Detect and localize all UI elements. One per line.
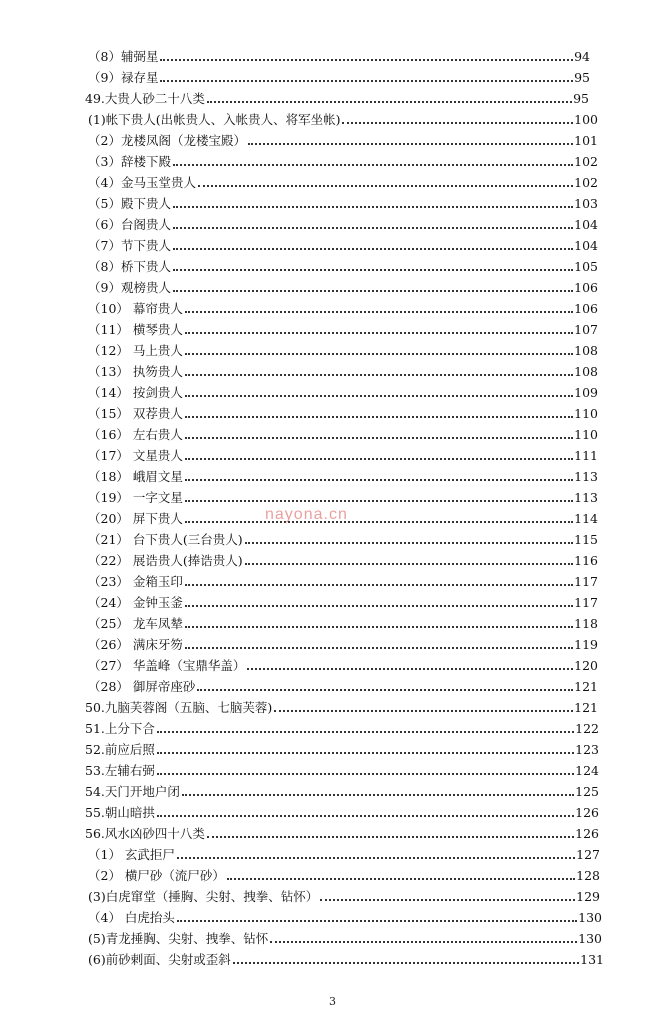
toc-entry-title: 49.大贵人砂二十八类 — [85, 91, 205, 106]
dot-leader — [185, 584, 573, 586]
toc-entry — [88, 485, 598, 505]
dot-leader — [185, 605, 573, 607]
toc-entry-page: 109 — [574, 385, 598, 400]
toc-entry — [88, 842, 600, 862]
toc-entry — [88, 653, 598, 673]
dot-leader — [185, 332, 573, 334]
toc-entry-title: （7）节下贵人 — [88, 238, 171, 253]
toc-entry-title: (6)前砂剌面、尖射或歪斜 — [88, 952, 231, 967]
toc-entry — [88, 884, 600, 904]
toc-entry-page: 111 — [574, 448, 598, 463]
toc-entry — [88, 947, 604, 967]
toc-entry-title: （5）殿下贵人 — [88, 196, 171, 211]
toc-entry — [88, 632, 598, 652]
toc-entry-page: 102 — [574, 154, 598, 169]
toc-entry-page: 116 — [574, 553, 598, 568]
toc-entry-title: 50.九脑芙蓉阁（五脑、七脑芙蓉) — [85, 700, 273, 715]
toc-entry-title: （17） 文星贵人 — [88, 448, 183, 463]
toc-entry-title: 51.上分下合 — [85, 721, 155, 736]
toc-entry-page: 126 — [575, 805, 599, 820]
dot-leader — [160, 80, 573, 82]
toc-entry-page: 102 — [574, 175, 598, 190]
toc-entry-title: 55.朝山暗拱 — [85, 805, 155, 820]
toc-entry-title: （20） 屏下贵人 — [88, 511, 183, 526]
dot-leader — [177, 857, 575, 859]
page-number: 3 — [329, 995, 336, 1008]
toc-entry — [88, 317, 598, 337]
toc-entry-page: 121 — [574, 679, 598, 694]
dot-leader — [185, 479, 573, 481]
toc-entry-page: 104 — [574, 217, 598, 232]
toc-entry — [88, 275, 598, 295]
dot-leader — [245, 563, 574, 565]
toc-entry-page: 126 — [575, 826, 599, 841]
toc-entry — [88, 233, 598, 253]
dot-leader — [274, 710, 573, 712]
dot-leader — [248, 143, 573, 145]
dot-leader — [233, 962, 579, 964]
dot-leader — [185, 416, 573, 418]
toc-entry-title: （1） 玄武拒尸 — [88, 847, 175, 862]
toc-entry-title: （26） 满床牙笏 — [88, 637, 183, 652]
toc-entry — [88, 191, 598, 211]
dot-leader — [173, 227, 573, 229]
toc-entry — [85, 800, 599, 820]
toc-entry-page: 122 — [575, 721, 599, 736]
toc-entry-page: 105 — [574, 259, 598, 274]
toc-entry-title: 54.天门开地户闭 — [85, 784, 180, 799]
toc-entry — [88, 674, 598, 694]
toc-entry — [85, 737, 599, 757]
toc-entry-page: 114 — [574, 511, 598, 526]
dot-leader — [270, 941, 577, 943]
toc-entry-page: 100 — [574, 112, 598, 127]
watermark-text: nayona.cn — [265, 506, 348, 523]
dot-leader — [227, 878, 575, 880]
dot-leader — [185, 437, 573, 439]
toc-entry-page: 121 — [574, 700, 598, 715]
toc-entry-page: 130 — [578, 910, 602, 925]
dot-leader — [157, 752, 574, 754]
toc-entry — [88, 296, 598, 316]
dot-leader — [198, 185, 573, 187]
toc-entry-title: （21） 台下贵人(三台贵人) — [88, 532, 243, 547]
toc-entry-page: 108 — [574, 364, 598, 379]
toc-entry — [88, 170, 598, 190]
toc-entry — [88, 107, 598, 127]
toc-entry-page: 128 — [576, 868, 600, 883]
toc-entry — [88, 527, 598, 547]
dot-leader — [185, 458, 573, 460]
dot-leader — [160, 59, 573, 61]
toc-entry — [88, 212, 598, 232]
toc-entry-title: （10） 幕帘贵人 — [88, 301, 183, 316]
toc-entry-page: 106 — [574, 280, 598, 295]
toc-entry — [88, 548, 598, 568]
dot-leader — [185, 395, 573, 397]
toc-entry — [85, 758, 599, 778]
toc-entry — [85, 716, 599, 736]
toc-entry-page: 110 — [574, 406, 598, 421]
toc-entry — [85, 86, 589, 106]
toc-entry-title: （9）观榜贵人 — [88, 280, 171, 295]
dot-leader — [173, 269, 573, 271]
toc-entry-title: （4） 白虎抬头 — [88, 910, 175, 925]
toc-entry — [88, 464, 598, 484]
toc-entry-page: 108 — [574, 343, 598, 358]
toc-entry — [88, 569, 598, 589]
toc-entry-title: （28） 御屏帝座砂 — [88, 679, 196, 694]
toc-entry-title: 52.前应后照 — [85, 742, 155, 757]
dot-leader — [185, 353, 573, 355]
toc-entry-title: （15） 双荐贵人 — [88, 406, 183, 421]
toc-entry-page: 127 — [576, 847, 600, 862]
toc-entry-page: 95 — [574, 70, 590, 85]
toc-entry-title: (3)白虎窜堂（捶胸、尖射、拽拳、钻怀） — [88, 889, 319, 904]
toc-entry — [88, 338, 598, 358]
toc-entry-page: 115 — [574, 532, 598, 547]
toc-entry — [88, 590, 598, 610]
toc-entry-page: 104 — [574, 238, 598, 253]
toc-entry-page: 124 — [575, 763, 599, 778]
toc-entry-title: （8）桥下贵人 — [88, 259, 171, 274]
dot-leader — [342, 122, 573, 124]
toc-entry-page: 110 — [574, 427, 598, 442]
toc-entry-title: （6）台阁贵人 — [88, 217, 171, 232]
toc-entry-page: 94 — [574, 49, 590, 64]
toc-entry — [88, 128, 598, 148]
dot-leader — [157, 815, 574, 817]
toc-entry-page: 95 — [573, 91, 589, 106]
dot-leader — [245, 542, 574, 544]
toc-entry-title: （16） 左右贵人 — [88, 427, 183, 442]
toc-entry-title: （3）辞楼下殿 — [88, 154, 171, 169]
toc-entry-title: （4）金马玉堂贵人 — [88, 175, 196, 190]
toc-entry-title: （23） 金箱玉印 — [88, 574, 183, 589]
toc-entry — [88, 149, 598, 169]
toc-entry-title: （2） 横尸砂（流尸砂） — [88, 868, 225, 883]
toc-entry-page: 119 — [574, 637, 598, 652]
dot-leader — [185, 311, 573, 313]
dot-leader — [320, 899, 575, 901]
toc-entry — [88, 422, 598, 442]
toc-entry-page: 106 — [574, 301, 598, 316]
dot-leader — [173, 248, 573, 250]
toc-entry — [88, 863, 600, 883]
toc-entry-page: 125 — [575, 784, 599, 799]
toc-entry-page: 123 — [575, 742, 599, 757]
dot-leader — [173, 164, 573, 166]
dot-leader — [173, 290, 573, 292]
dot-leader — [185, 521, 573, 523]
toc-entry-page: 131 — [580, 952, 604, 967]
toc-entry — [88, 401, 598, 421]
toc-entry-page: 130 — [578, 931, 602, 946]
dot-leader — [185, 626, 573, 628]
toc-entry — [85, 821, 599, 841]
toc-entry-page: 107 — [574, 322, 598, 337]
toc-entry-page: 129 — [576, 889, 600, 904]
toc-entry — [88, 443, 598, 463]
toc-entry-title: 56.风水凶砂四十八类 — [85, 826, 205, 841]
toc-entry-title: （24） 金钟玉釜 — [88, 595, 183, 610]
toc-entry-page: 118 — [574, 616, 598, 631]
toc-entry — [88, 254, 598, 274]
toc-entry-title: （18） 峨眉文星 — [88, 469, 183, 484]
toc-entry — [88, 611, 598, 631]
dot-leader — [173, 206, 573, 208]
toc-entry-title: （14） 按剑贵人 — [88, 385, 183, 400]
dot-leader — [207, 836, 574, 838]
toc-entry-title: (1)帐下贵人(出帐贵人、入帐贵人、将军坐帐) — [88, 112, 341, 127]
toc-entry-page: 113 — [574, 469, 598, 484]
toc-entry-title: 53.左辅右弼 — [85, 763, 155, 778]
dot-leader — [177, 920, 577, 922]
toc-entry-title: （8）辅弼星 — [88, 49, 159, 64]
toc-entry-title: （2）龙楼凤阁（龙楼宝殿） — [88, 133, 246, 148]
toc-entry-title: （13） 执笏贵人 — [88, 364, 183, 379]
toc-entry — [88, 926, 602, 946]
toc-entry-title: （9）禄存星 — [88, 70, 159, 85]
toc-entry-title: （27） 华盖峰（宝鼎华盖） — [88, 658, 246, 673]
toc-entry-title: （11） 横琴贵人 — [88, 322, 183, 337]
toc-entry-title: （19） 一字文星 — [88, 490, 183, 505]
dot-leader — [207, 101, 572, 103]
toc-entry-page: 117 — [574, 595, 598, 610]
toc-entry-title: （22） 展诰贵人(捧诰贵人) — [88, 553, 243, 568]
toc-entry-page: 113 — [574, 490, 598, 505]
dot-leader — [185, 647, 573, 649]
toc-entry-title: (5)青龙捶胸、尖射、拽拳、钻怀 — [88, 931, 269, 946]
toc-entry — [88, 65, 590, 85]
toc-entry — [88, 380, 598, 400]
toc-entry-page: 103 — [574, 196, 598, 211]
toc-entry-title: （25） 龙车凤辇 — [88, 616, 183, 631]
toc-entry — [85, 695, 598, 715]
toc-entry — [88, 359, 598, 379]
toc-entry-page: 120 — [574, 658, 598, 673]
dot-leader — [182, 794, 574, 796]
toc-entry — [88, 905, 602, 925]
dot-leader — [157, 731, 574, 733]
dot-leader — [185, 374, 573, 376]
dot-leader — [197, 689, 573, 691]
dot-leader — [185, 500, 573, 502]
toc-entry-title: （12） 马上贵人 — [88, 343, 183, 358]
dot-leader — [247, 668, 573, 670]
toc-entry-page: 101 — [574, 133, 598, 148]
toc-entry — [88, 44, 590, 64]
toc-entry — [85, 779, 599, 799]
toc-entry-page: 117 — [574, 574, 598, 589]
dot-leader — [157, 773, 574, 775]
